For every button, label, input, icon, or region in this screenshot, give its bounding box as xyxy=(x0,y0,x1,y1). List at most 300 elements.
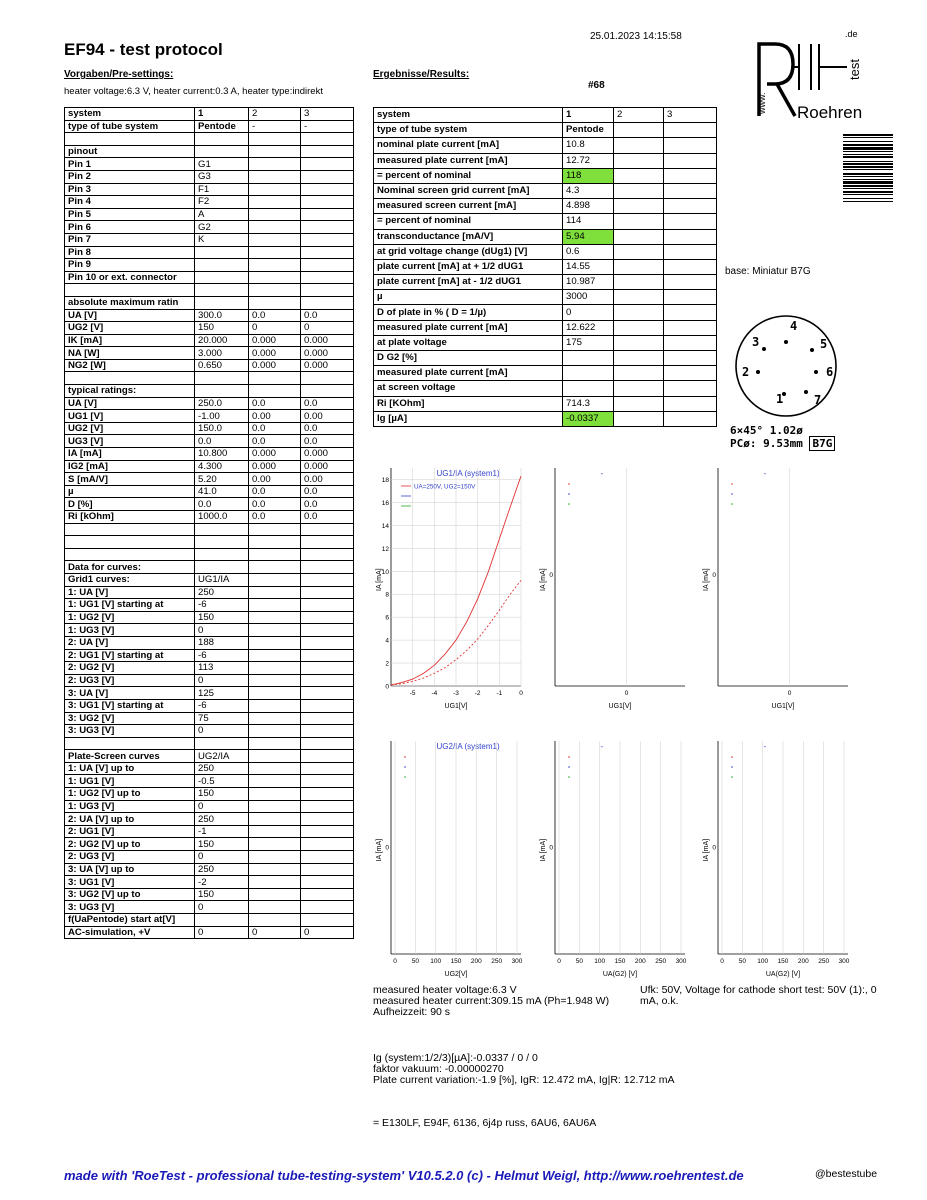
grid-current-summary: Ig (system:1/2/3)[µA]:-0.0337 / 0 / 0 xyxy=(373,1052,538,1064)
table-row xyxy=(65,712,354,725)
chart-3 xyxy=(700,456,850,711)
table-row xyxy=(65,624,354,637)
row-value xyxy=(301,523,354,536)
row-value: 0.00 xyxy=(249,410,301,423)
row-value xyxy=(614,244,664,259)
row-label: D G2 [%] xyxy=(374,351,563,366)
plate-current-variation: Plate current variation:-1.9 [%], IgR: 12.472 mA, Ig|R: 12.712 mA xyxy=(373,1074,675,1086)
row-label: measured plate current [mA] xyxy=(374,153,563,168)
results-table xyxy=(373,107,717,427)
pin-hole xyxy=(810,348,814,352)
row-value xyxy=(614,138,664,153)
row-value xyxy=(195,523,249,536)
test-datetime: 25.01.2023 14:15:58 xyxy=(590,31,682,42)
table-row xyxy=(65,208,354,221)
x-tick-label: -2 xyxy=(474,690,481,697)
table-row xyxy=(374,305,717,320)
table-row xyxy=(374,411,717,426)
barcode-image xyxy=(843,134,893,234)
row-value: 0.0 xyxy=(301,422,354,435)
y-tick-label: 16 xyxy=(381,499,389,507)
row-label: NA [W] xyxy=(65,347,195,360)
row-label: D of plate in % ( D = 1/µ) xyxy=(374,305,563,320)
row-label: UA [V] xyxy=(65,397,195,410)
x-tick-label: 100 xyxy=(430,958,442,965)
row-value xyxy=(301,674,354,687)
y-tick-label: 8 xyxy=(385,591,389,599)
ufk-line-2: mA, o.k. xyxy=(640,995,679,1007)
table-row xyxy=(65,876,354,889)
pin-hole xyxy=(804,390,808,394)
legend-marker xyxy=(731,776,733,778)
row-value: 150 xyxy=(195,611,249,624)
table-row xyxy=(374,183,717,198)
table-row xyxy=(65,511,354,524)
y-axis-label: IA [mA] xyxy=(703,838,710,862)
row-value xyxy=(614,214,664,229)
row-value: 0.0 xyxy=(249,309,301,322)
row-value: 4.898 xyxy=(563,199,614,214)
row-value xyxy=(249,788,301,801)
chart-title: UG2/IA (system1) xyxy=(436,742,500,751)
row-value: 0.650 xyxy=(195,359,249,372)
row-label: Pin 7 xyxy=(65,233,195,246)
footer-handle: @bestestube xyxy=(815,1168,878,1180)
row-value: 0.0 xyxy=(301,511,354,524)
legend-marker xyxy=(568,493,570,495)
table-row xyxy=(65,775,354,788)
legend-marker xyxy=(731,756,733,758)
row-value: 0.0 xyxy=(249,422,301,435)
row-value xyxy=(664,168,717,183)
row-value: 250 xyxy=(195,863,249,876)
row-label: Plate-Screen curves xyxy=(65,750,195,763)
row-value xyxy=(249,271,301,284)
row-label: S [mA/V] xyxy=(65,473,195,486)
row-value xyxy=(249,284,301,297)
row-value xyxy=(301,145,354,158)
legend-marker xyxy=(731,766,733,768)
row-value xyxy=(614,183,664,198)
row-value xyxy=(614,320,664,335)
row-value: 1000.0 xyxy=(195,511,249,524)
row-value xyxy=(249,725,301,738)
row-label xyxy=(65,536,195,549)
row-value: G3 xyxy=(195,170,249,183)
row-value: 150.0 xyxy=(195,422,249,435)
table-row xyxy=(65,561,354,574)
row-value xyxy=(301,208,354,221)
row-label: 2: UG3 [V] xyxy=(65,674,195,687)
row-label: 3: UA [V] xyxy=(65,687,195,700)
row-label: 2: UG1 [V] starting at xyxy=(65,649,195,662)
row-value xyxy=(301,548,354,561)
row-value: 20.000 xyxy=(195,334,249,347)
table-row xyxy=(65,838,354,851)
row-value: 0 xyxy=(301,322,354,335)
row-value xyxy=(301,624,354,637)
row-label: µ xyxy=(374,290,563,305)
row-value xyxy=(249,561,301,574)
x-axis-label: UG1[V] xyxy=(771,703,795,710)
row-value: 0.0 xyxy=(301,498,354,511)
table-row xyxy=(65,296,354,309)
chart-1 xyxy=(373,456,523,711)
legend-marker xyxy=(731,483,733,485)
row-value: -1.00 xyxy=(195,410,249,423)
row-value: 150 xyxy=(195,888,249,901)
table-row xyxy=(65,599,354,612)
heatup-time: Aufheizzeit: 90 s xyxy=(373,1006,451,1018)
table-row xyxy=(374,351,717,366)
row-value xyxy=(249,838,301,851)
barcode-bar xyxy=(843,161,893,162)
pin-number: 4 xyxy=(790,319,798,333)
row-label: system xyxy=(65,108,195,121)
row-value: 0.00 xyxy=(249,473,301,486)
row-value: 0.0 xyxy=(249,485,301,498)
row-label: measured screen current [mA] xyxy=(374,199,563,214)
pin-number: 2 xyxy=(742,365,750,379)
row-label: 2: UG2 [V] xyxy=(65,662,195,675)
table-row xyxy=(65,422,354,435)
row-value xyxy=(249,599,301,612)
row-label: 2: UA [V] xyxy=(65,636,195,649)
row-value xyxy=(614,335,664,350)
table-row xyxy=(65,460,354,473)
row-value: 0.000 xyxy=(249,359,301,372)
row-value xyxy=(301,838,354,851)
row-label: Pin 2 xyxy=(65,170,195,183)
row-value xyxy=(249,712,301,725)
row-value: 0.0 xyxy=(249,435,301,448)
row-value xyxy=(664,183,717,198)
svg-text:Roehren: Roehren xyxy=(797,103,863,122)
row-value: 0 xyxy=(249,322,301,335)
row-label: Pin 5 xyxy=(65,208,195,221)
row-value: 12.622 xyxy=(563,320,614,335)
row-label: at grid voltage change (dUg1) [V] xyxy=(374,244,563,259)
table-row xyxy=(65,536,354,549)
row-value: 714.3 xyxy=(563,396,614,411)
row-value xyxy=(664,381,717,396)
table-row xyxy=(65,170,354,183)
x-tick-label: 150 xyxy=(777,958,789,965)
row-value: UG2/IA xyxy=(195,750,249,763)
row-value: 5.20 xyxy=(195,473,249,486)
chart-title: - xyxy=(600,469,604,478)
row-value xyxy=(195,296,249,309)
x-tick-label: -1 xyxy=(496,690,503,697)
x-tick-label: 0 xyxy=(720,958,724,965)
pin-hole xyxy=(762,347,766,351)
row-value xyxy=(301,271,354,284)
pin-hole xyxy=(814,370,818,374)
row-value xyxy=(249,372,301,385)
table-row xyxy=(65,750,354,763)
row-value: - xyxy=(301,120,354,133)
row-value: 0.0 xyxy=(301,309,354,322)
row-value: 0.0 xyxy=(249,498,301,511)
row-label: Nominal screen grid current [mA] xyxy=(374,183,563,198)
row-value: 0 xyxy=(563,305,614,320)
measured-heater-voltage: measured heater voltage:6.3 V xyxy=(373,984,517,996)
row-value: 150 xyxy=(195,322,249,335)
row-value: F2 xyxy=(195,196,249,209)
table-row xyxy=(65,851,354,864)
x-tick-label: 100 xyxy=(594,958,606,965)
row-label: type of tube system xyxy=(374,123,563,138)
y-tick-label: 14 xyxy=(381,522,389,530)
row-value xyxy=(249,208,301,221)
row-label: 3: UG3 [V] xyxy=(65,901,195,914)
row-value xyxy=(301,725,354,738)
row-value xyxy=(301,372,354,385)
barcode-bar xyxy=(843,198,893,199)
row-label: 1: UA [V] up to xyxy=(65,762,195,775)
row-value: 3 xyxy=(664,108,717,123)
table-row xyxy=(65,410,354,423)
row-value xyxy=(249,145,301,158)
row-label: Pin 1 xyxy=(65,158,195,171)
row-value xyxy=(614,366,664,381)
x-tick-label: 300 xyxy=(675,958,687,965)
row-value xyxy=(249,901,301,914)
legend-marker xyxy=(568,483,570,485)
x-tick-label: 100 xyxy=(757,958,769,965)
legend-marker xyxy=(731,503,733,505)
row-value xyxy=(614,229,664,244)
footer-credit: made with 'RoeTest - professional tube-testing-system' V10.5.2.0 (c) - Helmut Weigl, http://www.roehrentest.de xyxy=(64,1168,744,1183)
row-value: -6 xyxy=(195,649,249,662)
table-row xyxy=(65,548,354,561)
y-axis-label: IA [mA] xyxy=(703,568,710,591)
pin-number: 3 xyxy=(752,335,760,349)
table-row xyxy=(65,863,354,876)
row-label: 1: UG1 [V] starting at xyxy=(65,599,195,612)
row-label: measured plate current [mA] xyxy=(374,320,563,335)
row-value: 175 xyxy=(563,335,614,350)
row-value: 0.000 xyxy=(249,347,301,360)
row-value: 2 xyxy=(249,108,301,121)
y-axis-label: IA [mA] xyxy=(376,568,383,591)
row-value xyxy=(664,320,717,335)
row-value xyxy=(301,296,354,309)
chart-5 xyxy=(537,729,687,979)
row-value: 113 xyxy=(195,662,249,675)
row-label: 2: UG3 [V] xyxy=(65,851,195,864)
row-value: 0.00 xyxy=(301,473,354,486)
chart-title: - xyxy=(600,742,604,751)
row-label: 2: UG2 [V] up to xyxy=(65,838,195,851)
row-value: 3.000 xyxy=(195,347,249,360)
row-value xyxy=(301,385,354,398)
row-value: -0.5 xyxy=(195,775,249,788)
row-value xyxy=(249,170,301,183)
equivalent-tubes: = E130LF, E94F, 6136, 6j4p russ, 6AU6, 6AU6A xyxy=(373,1117,597,1129)
x-axis-label: UG2[V] xyxy=(444,971,468,978)
row-value: G2 xyxy=(195,221,249,234)
row-value xyxy=(195,914,249,927)
row-value xyxy=(249,649,301,662)
row-label: 1: UG2 [V] xyxy=(65,611,195,624)
pin-number: 7 xyxy=(814,393,822,407)
row-value xyxy=(301,259,354,272)
row-label xyxy=(65,372,195,385)
legend-marker xyxy=(568,776,570,778)
row-value xyxy=(664,290,717,305)
row-label: Ri [KOhm] xyxy=(374,396,563,411)
row-value xyxy=(664,305,717,320)
row-value: 0.0 xyxy=(195,435,249,448)
table-row xyxy=(65,435,354,448)
table-row xyxy=(65,914,354,927)
row-value xyxy=(301,813,354,826)
y-axis-label: IA [mA] xyxy=(540,838,547,862)
legend-label: UA=250V, UG2=150V xyxy=(414,483,476,491)
row-value: 114 xyxy=(563,214,614,229)
svg-text:test: test xyxy=(847,59,862,80)
chart-title: - xyxy=(763,469,767,478)
row-value xyxy=(664,123,717,138)
row-value: 0 xyxy=(195,725,249,738)
row-value xyxy=(249,624,301,637)
row-value: 4.3 xyxy=(563,183,614,198)
row-value: UG1/IA xyxy=(195,573,249,586)
x-axis-label: UG1[V] xyxy=(444,703,468,710)
row-label: Grid1 curves: xyxy=(65,573,195,586)
row-value: 118 xyxy=(563,168,614,183)
table-row xyxy=(374,168,717,183)
row-value xyxy=(614,290,664,305)
row-value: A xyxy=(195,208,249,221)
row-value xyxy=(249,246,301,259)
row-value xyxy=(195,561,249,574)
row-value xyxy=(301,573,354,586)
table-row xyxy=(65,737,354,750)
row-value xyxy=(301,750,354,763)
row-label: IK [mA] xyxy=(65,334,195,347)
row-value xyxy=(301,863,354,876)
chart-title: UG1/IA (system1) xyxy=(436,469,500,478)
row-value xyxy=(249,536,301,549)
row-value xyxy=(301,699,354,712)
row-value xyxy=(195,737,249,750)
row-value xyxy=(301,536,354,549)
row-value xyxy=(249,737,301,750)
table-row xyxy=(65,788,354,801)
table-row xyxy=(65,158,354,171)
roehrentest-logo xyxy=(753,30,863,122)
row-label: at screen voltage xyxy=(374,381,563,396)
pin-hole xyxy=(784,340,788,344)
results-heading: Ergebnisse/Results: xyxy=(373,69,470,80)
row-label: 1: UA [V] xyxy=(65,586,195,599)
row-value: 4.300 xyxy=(195,460,249,473)
row-label: Pin 4 xyxy=(65,196,195,209)
row-value xyxy=(301,775,354,788)
barcode-bar xyxy=(843,147,893,150)
x-tick-label: 0 xyxy=(519,690,523,697)
row-value: -6 xyxy=(195,599,249,612)
row-label: D [%] xyxy=(65,498,195,511)
row-value: 10.8 xyxy=(563,138,614,153)
y-tick-label: 4 xyxy=(385,637,389,645)
row-value: 250 xyxy=(195,762,249,775)
row-value: 0.0 xyxy=(249,511,301,524)
table-row xyxy=(374,199,717,214)
row-label: UG1 [V] xyxy=(65,410,195,423)
legend-marker xyxy=(404,776,406,778)
table-row xyxy=(65,196,354,209)
row-label: Pin 3 xyxy=(65,183,195,196)
row-value: 0 xyxy=(195,851,249,864)
row-value: 41.0 xyxy=(195,485,249,498)
x-tick-label: 200 xyxy=(797,958,809,965)
row-label: 3: UG1 [V] xyxy=(65,876,195,889)
row-value xyxy=(249,523,301,536)
row-value: -0.0337 xyxy=(563,411,614,426)
table-row xyxy=(65,183,354,196)
row-value xyxy=(249,385,301,398)
row-value: 0 xyxy=(249,926,301,939)
row-label: UG2 [V] xyxy=(65,322,195,335)
row-value: 0.000 xyxy=(249,460,301,473)
row-value: 0.0 xyxy=(195,498,249,511)
row-label: 3: UG2 [V] xyxy=(65,712,195,725)
row-value xyxy=(249,863,301,876)
row-value xyxy=(563,366,614,381)
row-label: 1: UG1 [V] xyxy=(65,775,195,788)
row-value xyxy=(301,687,354,700)
row-value: 188 xyxy=(195,636,249,649)
table-row xyxy=(65,284,354,297)
table-row xyxy=(65,145,354,158)
x-tick-label: 250 xyxy=(818,958,830,965)
x-tick-label: 50 xyxy=(411,958,419,965)
row-label: plate current [mA] at + 1/2 dUG1 xyxy=(374,259,563,274)
row-label: 2: UG1 [V] xyxy=(65,825,195,838)
row-value xyxy=(249,662,301,675)
row-label xyxy=(65,284,195,297)
row-value xyxy=(249,813,301,826)
row-value xyxy=(249,548,301,561)
row-label: 3: UG1 [V] starting at xyxy=(65,699,195,712)
row-value xyxy=(249,586,301,599)
row-value xyxy=(301,246,354,259)
row-label: Data for curves: xyxy=(65,561,195,574)
x-tick-label: 0 xyxy=(624,690,629,697)
row-value xyxy=(664,153,717,168)
barcode-bar xyxy=(843,144,893,146)
row-value: 0 xyxy=(195,624,249,637)
row-value: 0.0 xyxy=(301,397,354,410)
row-value: 0 xyxy=(195,901,249,914)
row-value xyxy=(249,573,301,586)
row-value xyxy=(614,199,664,214)
row-value xyxy=(249,699,301,712)
table-row xyxy=(65,259,354,272)
barcode-bar xyxy=(843,185,893,187)
row-value xyxy=(301,649,354,662)
row-value xyxy=(614,275,664,290)
legend-marker xyxy=(568,503,570,505)
row-value xyxy=(614,259,664,274)
table-row xyxy=(65,221,354,234)
heater-measurements xyxy=(373,985,609,1018)
table-row xyxy=(65,674,354,687)
row-value xyxy=(301,170,354,183)
